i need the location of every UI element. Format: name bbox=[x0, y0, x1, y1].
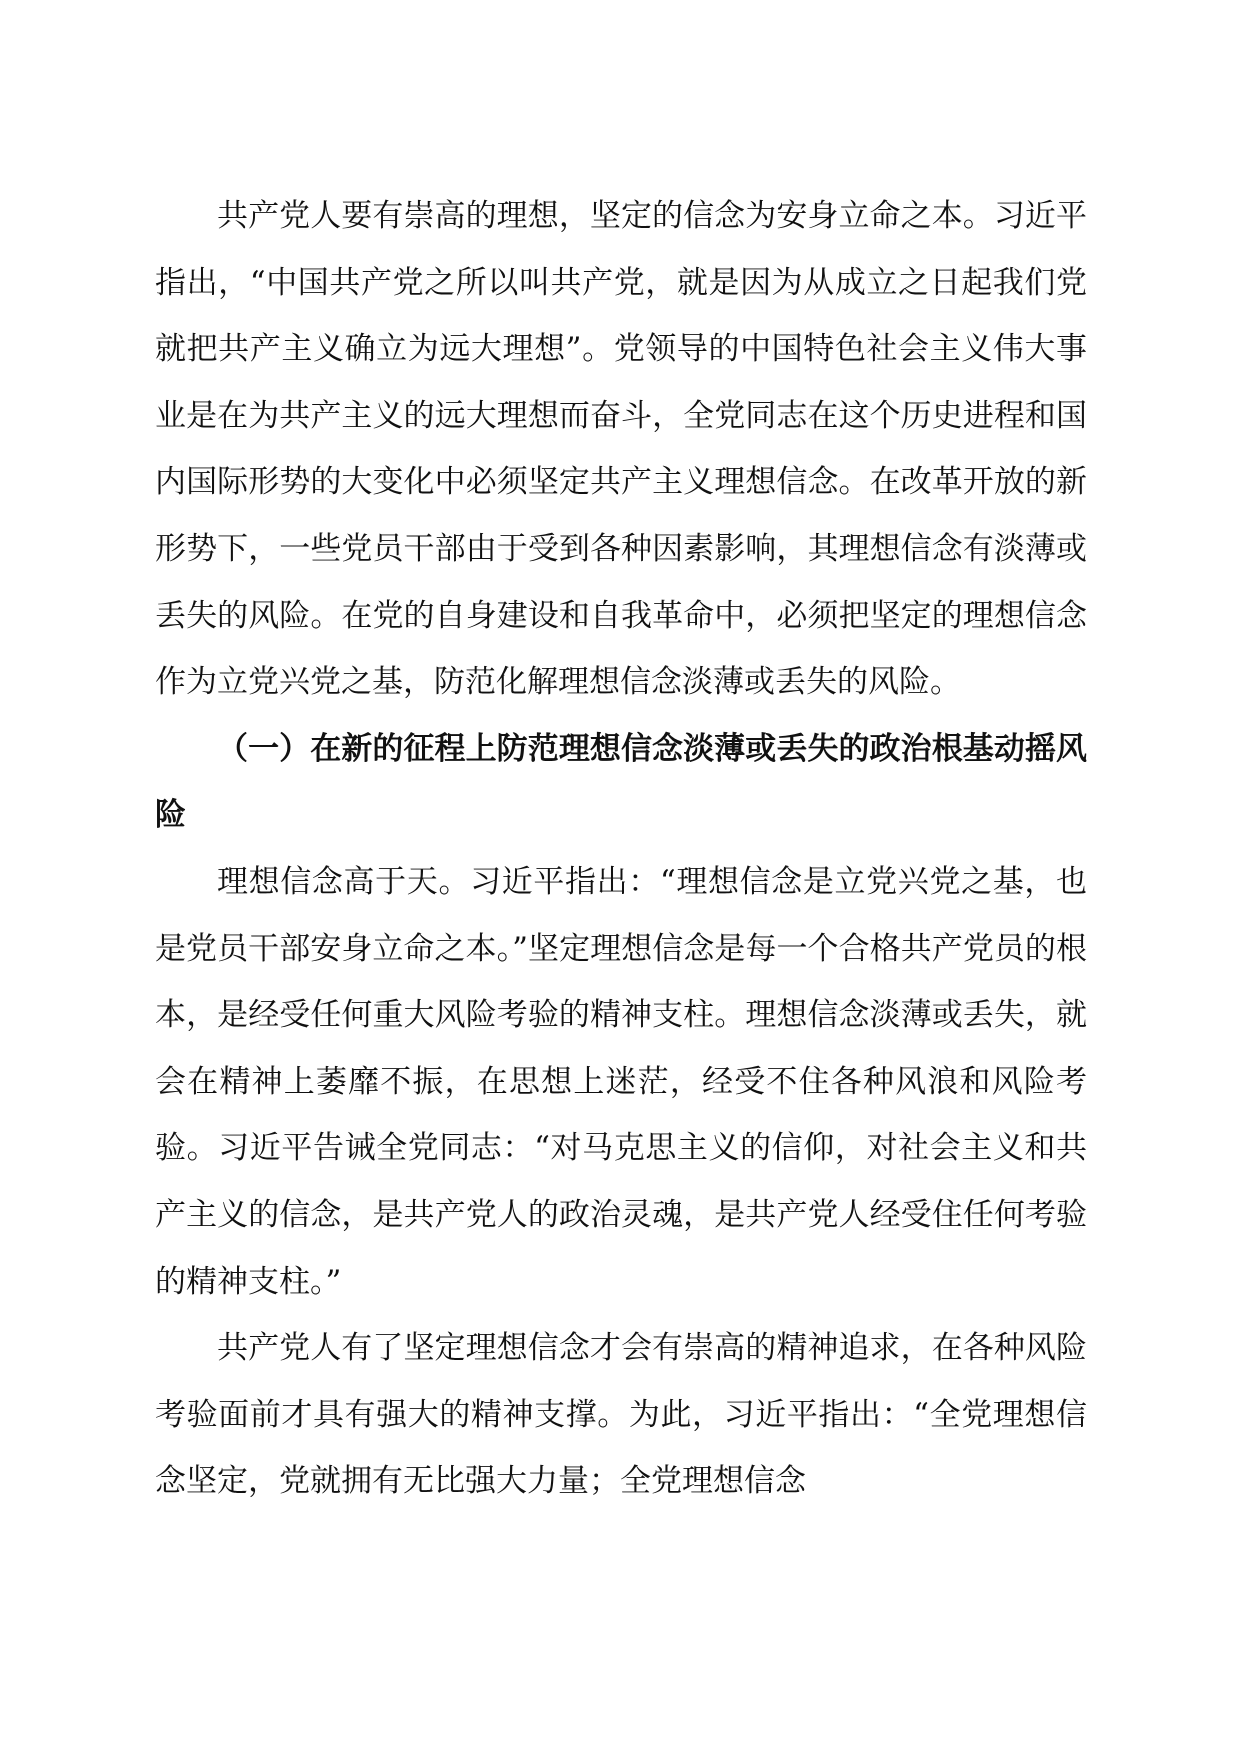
section-paragraph-1: 理想信念高于天。习近平指出：“理想信念是立党兴党之基，也是党员干部安身立命之本。”坚定理想信念是每一个合格共产党员的根本，是经受任何重大风险考验的精神支柱。理想信念淡薄或丢失，就会在精神上萎靡不振，在思想上迷茫，经受不住各种风浪和风险考验。习近平告诫全党同志：“对马克思主义的信仰，对社会主义和共产主义的信念，是共产党人的政治灵魂，是共产党人经受住任何考验的精神支柱。” bbox=[155, 863, 1087, 1300]
section-heading: （一）在新的征程上防范理想信念淡薄或丢失的政治根基动摇风险 bbox=[155, 730, 1087, 834]
section-paragraph-2: 共产党人有了坚定理想信念才会有崇高的精神追求，在各种风险考验面前才具有强大的精神支撑。为此，习近平指出：“全党理想信念坚定，党就拥有无比强大力量；全党理想信念 bbox=[155, 1330, 1087, 1500]
intro-paragraph: 共产党人要有崇高的理想，坚定的信念为安身立命之本。习近平指出，“中国共产党之所以叫共产党，就是因为从成立之日起我们党就把共产主义确立为远大理想”。党领导的中国特色社会主义伟大事业是在为共产主义的远大理想而奋斗，全党同志在这个历史进程和国内国际形势的大变化中必须坚定共产主义理想信念。在改革开放的新形势下，一些党员干部由于受到各种因素影响，其理想信念有淡薄或丢失的风险。在党的自身建设和自我革命中，必须把坚定的理想信念作为立党兴党之基，防范化解理想信念淡薄或丢失的风险。 bbox=[155, 198, 1087, 701]
document-body bbox=[155, 183, 1087, 1515]
